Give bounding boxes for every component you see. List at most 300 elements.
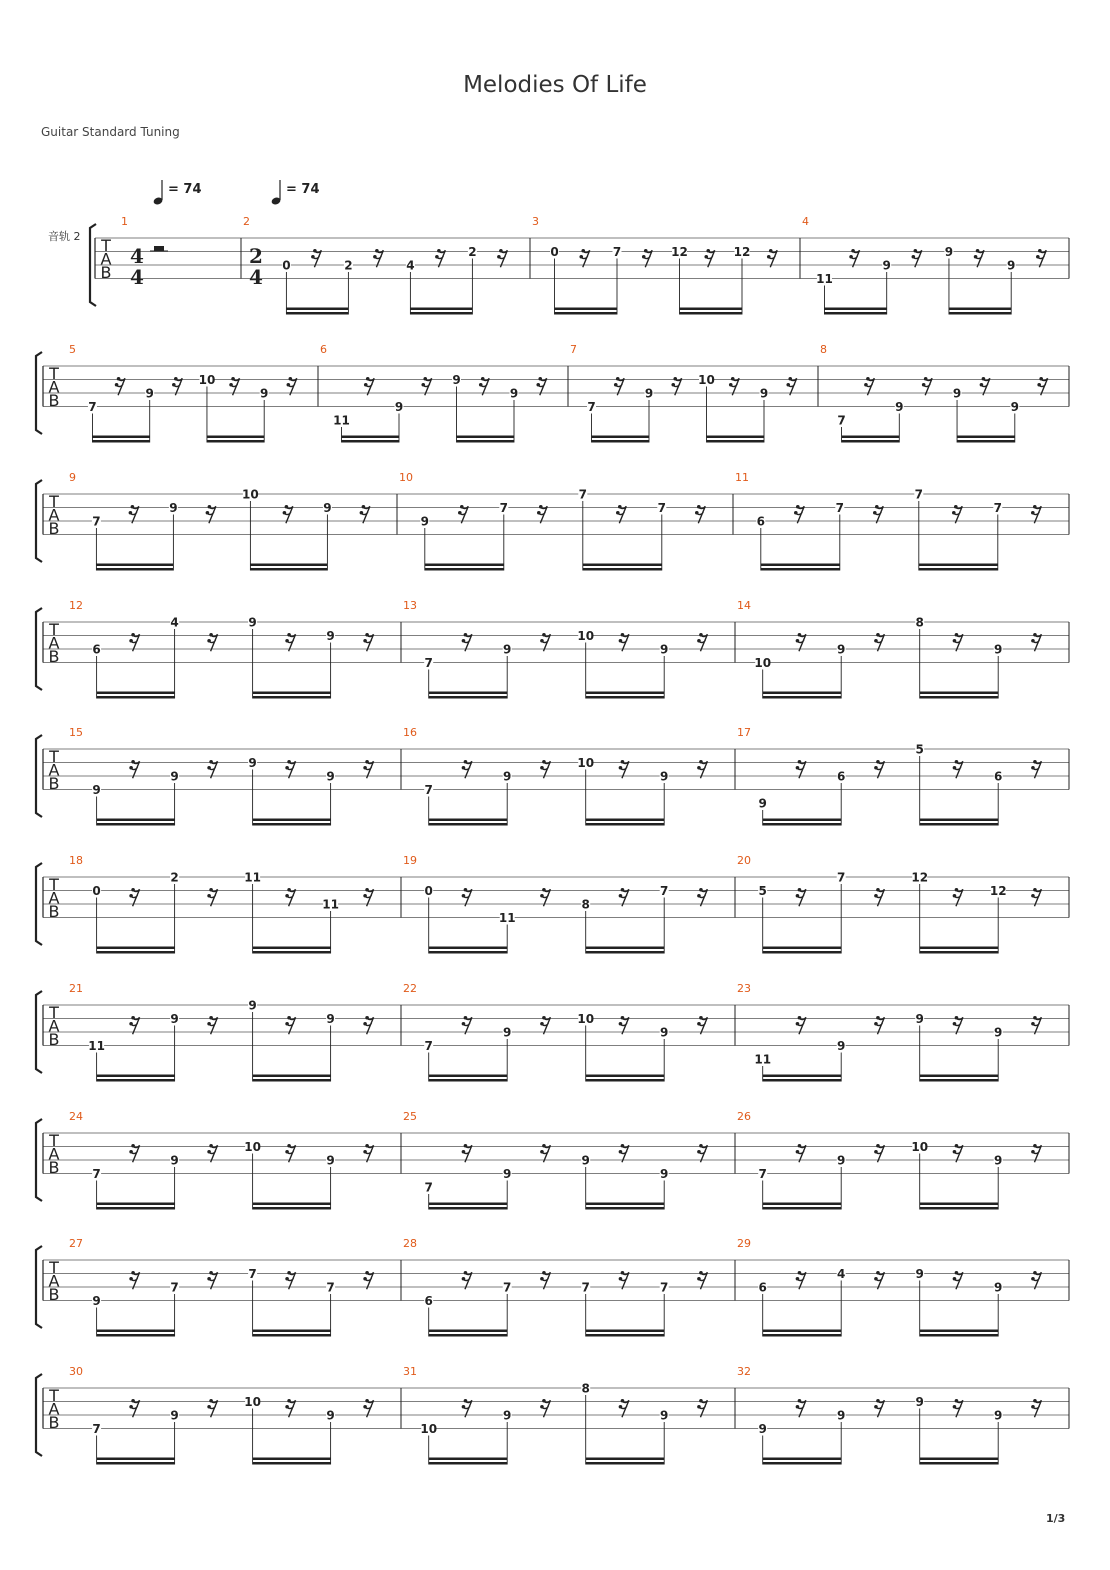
beam-secondary bbox=[824, 308, 886, 311]
beam-secondary bbox=[429, 1330, 508, 1333]
rest-dot bbox=[207, 1150, 211, 1154]
rest-dot bbox=[1033, 633, 1037, 637]
fret-number: 9 bbox=[326, 1408, 335, 1423]
rest-dot bbox=[285, 766, 289, 770]
rest-dot bbox=[697, 639, 701, 643]
system-bracket bbox=[36, 480, 42, 562]
fret-number: 12 bbox=[733, 245, 751, 259]
tab-clef-letter: A bbox=[48, 1144, 60, 1164]
rest-dot bbox=[796, 639, 800, 643]
beam-secondary bbox=[586, 1075, 665, 1078]
fret-number: 9 bbox=[326, 629, 335, 643]
rest-dot bbox=[131, 1016, 135, 1020]
beam-secondary bbox=[920, 692, 999, 695]
rest-dot bbox=[1038, 249, 1042, 253]
rest-dot bbox=[581, 249, 585, 253]
fret-number: 8 bbox=[581, 897, 590, 912]
beam-secondary bbox=[949, 308, 1011, 311]
beam-primary bbox=[957, 440, 1015, 443]
fret-number: 10 bbox=[698, 373, 715, 387]
measure-number: 26 bbox=[737, 1110, 751, 1123]
fret-number: 10 bbox=[577, 629, 595, 643]
rest-dot bbox=[287, 1144, 291, 1148]
beam-primary bbox=[919, 568, 998, 571]
rest-dot bbox=[129, 639, 133, 643]
rest-dot bbox=[172, 383, 176, 387]
rest-dot bbox=[980, 383, 984, 387]
rest-dot bbox=[621, 1399, 625, 1403]
measure-number: 12 bbox=[69, 599, 83, 612]
beam-secondary bbox=[586, 947, 665, 950]
rest-dot bbox=[697, 894, 701, 898]
rest-dot bbox=[952, 511, 956, 515]
rest-dot bbox=[1031, 766, 1035, 770]
rest-dot bbox=[1031, 894, 1035, 898]
fret-number: 7 bbox=[660, 884, 669, 898]
rest-dot bbox=[207, 894, 211, 898]
rest-dot bbox=[619, 766, 623, 770]
fret-number: 9 bbox=[837, 1039, 846, 1053]
rest-dot bbox=[365, 760, 369, 764]
staff-system bbox=[36, 1110, 1069, 1210]
beam-secondary bbox=[555, 308, 618, 311]
beam-secondary bbox=[425, 564, 504, 567]
rest-dot bbox=[363, 894, 367, 898]
tab-clef-letter: B bbox=[48, 1413, 60, 1432]
beam-primary bbox=[586, 951, 665, 954]
rest-dot bbox=[874, 639, 878, 643]
beam-primary bbox=[763, 1079, 842, 1082]
rest-dot bbox=[621, 1016, 625, 1020]
rest-dot bbox=[876, 1016, 880, 1020]
fret-number: 4 bbox=[406, 258, 415, 273]
time-signature-bottom: 4 bbox=[249, 265, 263, 289]
rest-dot bbox=[287, 383, 291, 387]
beam-secondary bbox=[842, 436, 900, 439]
rest-dot bbox=[955, 760, 959, 764]
fret-number: 9 bbox=[503, 1408, 512, 1423]
page-number: 1/3 bbox=[1046, 1512, 1066, 1525]
fret-number: 11 bbox=[754, 1052, 772, 1067]
system-bracket bbox=[36, 352, 42, 434]
beam-primary bbox=[253, 1334, 331, 1337]
rest-dot bbox=[481, 377, 485, 381]
tab-clef-letter: A bbox=[48, 1271, 60, 1291]
fret-number: 0 bbox=[282, 258, 291, 273]
rest-dot bbox=[363, 766, 367, 770]
rest-dot bbox=[287, 1271, 291, 1275]
rest-dot bbox=[209, 1399, 213, 1403]
rest-dot bbox=[460, 505, 464, 509]
beam-secondary bbox=[586, 692, 665, 695]
rest-dot bbox=[695, 511, 699, 515]
fret-number: 9 bbox=[660, 1025, 669, 1040]
rest-dot bbox=[954, 505, 958, 509]
half-rest bbox=[154, 246, 164, 251]
tab-clef-letter: A bbox=[48, 1016, 60, 1036]
rest-dot bbox=[462, 1405, 466, 1409]
rest-dot bbox=[462, 1022, 466, 1026]
beam-primary bbox=[555, 312, 618, 315]
rest-dot bbox=[464, 633, 468, 637]
rest-dot bbox=[769, 249, 773, 253]
rest-dot bbox=[538, 377, 542, 381]
rest-dot bbox=[974, 255, 978, 259]
rest-dot bbox=[129, 511, 133, 515]
beam-primary bbox=[763, 696, 842, 699]
rest-dot bbox=[796, 1277, 800, 1281]
rest-dot bbox=[1039, 377, 1043, 381]
rest-dot bbox=[285, 894, 289, 898]
measure-number: 9 bbox=[69, 471, 76, 484]
rest-dot bbox=[614, 383, 618, 387]
fret-number: 7 bbox=[326, 1280, 335, 1295]
fret-number: 9 bbox=[759, 386, 769, 401]
beam-primary bbox=[429, 951, 508, 954]
beam-primary bbox=[97, 696, 175, 699]
rest-dot bbox=[285, 1150, 289, 1154]
tab-clef-letter: T bbox=[49, 620, 59, 639]
fret-number: 7 bbox=[92, 514, 101, 529]
rest-dot bbox=[953, 1277, 957, 1281]
rest-dot bbox=[365, 633, 369, 637]
rest-dot bbox=[706, 249, 710, 253]
beam-secondary bbox=[253, 947, 331, 950]
fret-number: 7 bbox=[424, 783, 433, 797]
tab-clef-letter: B bbox=[48, 1030, 60, 1049]
rest-dot bbox=[537, 511, 541, 515]
rest-dot bbox=[642, 255, 646, 259]
fret-number: 9 bbox=[326, 1153, 335, 1168]
tab-clef-letter: T bbox=[101, 236, 111, 255]
rest-dot bbox=[363, 1150, 367, 1154]
beam-primary bbox=[97, 1462, 175, 1465]
fret-number: 7 bbox=[612, 245, 622, 259]
rest-dot bbox=[798, 760, 802, 764]
fret-number: 8 bbox=[915, 615, 924, 630]
fret-number: 7 bbox=[837, 413, 846, 428]
beam-primary bbox=[253, 951, 331, 954]
fret-number: 9 bbox=[170, 1153, 179, 1168]
fret-number: 7 bbox=[835, 501, 844, 515]
beam-primary bbox=[707, 440, 765, 443]
measure-number: 25 bbox=[403, 1110, 417, 1123]
fret-number: 7 bbox=[993, 501, 1002, 515]
beam-primary bbox=[253, 1462, 331, 1465]
measure-number: 30 bbox=[69, 1365, 83, 1378]
rest-dot bbox=[1031, 639, 1035, 643]
rest-dot bbox=[912, 255, 916, 259]
staff-system bbox=[36, 1365, 1069, 1465]
rest-dot bbox=[542, 1016, 546, 1020]
rest-dot bbox=[671, 383, 675, 387]
rest-dot bbox=[1031, 1277, 1035, 1281]
rest-dot bbox=[798, 1016, 802, 1020]
rest-dot bbox=[619, 894, 623, 898]
beam-secondary bbox=[761, 564, 840, 567]
system-bracket bbox=[36, 863, 42, 945]
rest-dot bbox=[1031, 511, 1035, 515]
beam-primary bbox=[286, 312, 348, 315]
rest-dot bbox=[874, 1150, 878, 1154]
fret-number: 7 bbox=[248, 1267, 257, 1281]
rest-dot bbox=[131, 888, 135, 892]
beam-secondary bbox=[429, 947, 508, 950]
rest-dot bbox=[1031, 1022, 1035, 1026]
rest-dot bbox=[129, 1405, 133, 1409]
beam-secondary bbox=[429, 819, 508, 822]
system-bracket bbox=[36, 991, 42, 1073]
rest-dot bbox=[131, 760, 135, 764]
beam-primary bbox=[920, 696, 999, 699]
rest-dot bbox=[365, 1271, 369, 1275]
fret-number: 11 bbox=[322, 897, 339, 912]
rest-dot bbox=[540, 1277, 544, 1281]
rest-dot bbox=[464, 1144, 468, 1148]
rest-dot bbox=[1037, 383, 1041, 387]
beam-secondary bbox=[763, 692, 842, 695]
beam-primary bbox=[842, 440, 900, 443]
rest-dot bbox=[363, 1277, 367, 1281]
rest-dot bbox=[231, 377, 235, 381]
rest-dot bbox=[794, 511, 798, 515]
measure-number: 14 bbox=[737, 599, 751, 612]
rest-dot bbox=[621, 1144, 625, 1148]
rest-dot bbox=[285, 1277, 289, 1281]
fret-number: 9 bbox=[452, 373, 461, 387]
beam-secondary bbox=[253, 1458, 331, 1461]
beam-primary bbox=[97, 1207, 175, 1210]
fret-number: 9 bbox=[837, 642, 846, 657]
rest-dot bbox=[360, 511, 364, 515]
fret-number: 10 bbox=[420, 1422, 438, 1436]
fret-number: 4 bbox=[837, 1267, 846, 1281]
rest-dot bbox=[209, 1144, 213, 1148]
rest-dot bbox=[363, 1022, 367, 1026]
beam-primary bbox=[763, 823, 842, 826]
measure-number: 24 bbox=[69, 1110, 83, 1123]
beam-secondary bbox=[680, 308, 743, 311]
rest-dot bbox=[131, 1399, 135, 1403]
fret-number: 9 bbox=[326, 769, 335, 784]
rest-dot bbox=[1036, 255, 1040, 259]
rest-dot bbox=[1033, 1016, 1037, 1020]
track-label: 音轨 2 bbox=[48, 230, 81, 243]
beam-primary bbox=[824, 312, 886, 315]
rest-dot bbox=[131, 1144, 135, 1148]
rest-dot bbox=[540, 894, 544, 898]
beam-primary bbox=[586, 1079, 665, 1082]
rest-dot bbox=[287, 760, 291, 764]
fret-number: 7 bbox=[581, 1280, 590, 1295]
fret-number: 7 bbox=[578, 487, 587, 502]
beam-secondary bbox=[920, 1330, 999, 1333]
fret-number: 7 bbox=[657, 501, 666, 515]
beam-secondary bbox=[429, 1203, 508, 1206]
rest-dot bbox=[697, 1150, 701, 1154]
rest-dot bbox=[209, 888, 213, 892]
rest-dot bbox=[421, 383, 425, 387]
beam-primary bbox=[429, 1334, 508, 1337]
beam-primary bbox=[920, 1334, 999, 1337]
rest-dot bbox=[207, 639, 211, 643]
rest-dot bbox=[464, 760, 468, 764]
fret-number: 5 bbox=[915, 742, 924, 757]
fret-number: 9 bbox=[758, 796, 767, 811]
fret-number: 9 bbox=[248, 615, 257, 630]
rest-dot bbox=[876, 760, 880, 764]
beam-primary bbox=[250, 568, 327, 571]
fret-number: 9 bbox=[915, 1012, 924, 1026]
fret-number: 10 bbox=[244, 1395, 261, 1409]
time-signature-top: 4 bbox=[130, 244, 144, 268]
beam-primary bbox=[763, 1334, 842, 1337]
time-signature-top: 2 bbox=[249, 244, 263, 268]
rest-dot bbox=[363, 1405, 367, 1409]
rest-dot bbox=[129, 1277, 133, 1281]
fret-number: 9 bbox=[944, 245, 954, 259]
fret-number: 9 bbox=[170, 769, 179, 784]
rest-dot bbox=[874, 894, 878, 898]
beam-primary bbox=[586, 1207, 665, 1210]
rest-dot bbox=[131, 505, 135, 509]
rest-dot bbox=[129, 1150, 133, 1154]
rest-dot bbox=[458, 511, 462, 515]
fret-number: 7 bbox=[499, 501, 508, 515]
rest-dot bbox=[462, 766, 466, 770]
measure-number: 15 bbox=[69, 726, 83, 739]
fret-number: 6 bbox=[994, 769, 1003, 784]
rest-dot bbox=[767, 255, 771, 259]
rest-dot bbox=[285, 505, 289, 509]
rest-dot bbox=[229, 383, 233, 387]
tab-clef-letter: B bbox=[48, 391, 60, 410]
rest-dot bbox=[876, 888, 880, 892]
rest-dot bbox=[209, 760, 213, 764]
rest-dot bbox=[798, 633, 802, 637]
fret-number: 9 bbox=[503, 1025, 512, 1040]
fret-number: 10 bbox=[911, 1140, 929, 1154]
rest-dot bbox=[953, 1022, 957, 1026]
tab-clef-letter: B bbox=[48, 1158, 60, 1177]
beam-primary bbox=[592, 440, 650, 443]
fret-number: 9 bbox=[882, 258, 891, 273]
rest-dot bbox=[875, 505, 879, 509]
beam-primary bbox=[586, 1334, 665, 1337]
rest-dot bbox=[209, 1016, 213, 1020]
rest-dot bbox=[955, 1399, 959, 1403]
rest-dot bbox=[1033, 1271, 1037, 1275]
measure-number: 11 bbox=[735, 471, 749, 484]
fret-number: 7 bbox=[914, 487, 923, 502]
rest-dot bbox=[287, 1399, 291, 1403]
rest-dot bbox=[462, 894, 466, 898]
beam-secondary bbox=[957, 436, 1015, 439]
tab-clef-letter: T bbox=[49, 492, 59, 511]
fret-number: 9 bbox=[260, 386, 269, 401]
rest-dot bbox=[209, 633, 213, 637]
beam-primary bbox=[207, 440, 264, 443]
measure-number: 7 bbox=[570, 343, 577, 356]
rest-dot bbox=[616, 511, 620, 515]
beam-primary bbox=[92, 440, 149, 443]
beam-secondary bbox=[763, 819, 842, 822]
beam-primary bbox=[253, 696, 331, 699]
rest-dot bbox=[311, 255, 315, 259]
rest-dot bbox=[207, 1405, 211, 1409]
fret-number: 12 bbox=[911, 870, 929, 885]
measure-number: 2 bbox=[243, 215, 250, 228]
rest-dot bbox=[365, 1399, 369, 1403]
rest-dot bbox=[1033, 505, 1037, 509]
fret-number: 8 bbox=[581, 1381, 590, 1396]
tab-clef-letter: T bbox=[49, 1386, 59, 1405]
fret-number: 9 bbox=[915, 1395, 924, 1409]
tab-clef-letter: T bbox=[49, 875, 59, 894]
fret-number: 10 bbox=[577, 1012, 595, 1026]
fret-number: 11 bbox=[816, 272, 833, 286]
fret-number: 7 bbox=[758, 1167, 767, 1181]
rest-dot bbox=[699, 1271, 703, 1275]
rest-dot bbox=[876, 1271, 880, 1275]
measure-number: 29 bbox=[737, 1237, 751, 1250]
beam-primary bbox=[253, 823, 331, 826]
measure-number: 17 bbox=[737, 726, 751, 739]
rest-dot bbox=[542, 1144, 546, 1148]
measure-number: 13 bbox=[403, 599, 417, 612]
rest-dot bbox=[285, 639, 289, 643]
fret-number: 9 bbox=[169, 501, 178, 515]
rest-dot bbox=[207, 1277, 211, 1281]
fret-number: 9 bbox=[660, 769, 669, 784]
rest-dot bbox=[619, 639, 623, 643]
rest-dot bbox=[540, 639, 544, 643]
rest-dot bbox=[619, 1150, 623, 1154]
beam-secondary bbox=[586, 1330, 665, 1333]
fret-number: 9 bbox=[660, 1408, 669, 1423]
staff-system bbox=[48, 180, 1069, 315]
fret-number: 0 bbox=[550, 245, 559, 259]
beam-secondary bbox=[253, 1075, 331, 1078]
rest-dot bbox=[536, 383, 540, 387]
beam-primary bbox=[586, 823, 665, 826]
fret-number: 7 bbox=[92, 1422, 101, 1436]
rest-dot bbox=[579, 255, 583, 259]
tab-clef-letter: A bbox=[48, 377, 60, 397]
rest-dot bbox=[283, 511, 287, 515]
fret-number: 7 bbox=[170, 1280, 179, 1295]
beam-secondary bbox=[253, 692, 331, 695]
rest-dot bbox=[796, 766, 800, 770]
rest-dot bbox=[462, 1150, 466, 1154]
beam-primary bbox=[586, 696, 665, 699]
fret-number: 7 bbox=[660, 1280, 669, 1295]
beam-secondary bbox=[583, 564, 662, 567]
rest-dot bbox=[621, 888, 625, 892]
rest-dot bbox=[365, 888, 369, 892]
fret-number: 2 bbox=[344, 258, 353, 273]
fret-number: 7 bbox=[92, 1167, 101, 1181]
beam-secondary bbox=[429, 692, 508, 695]
rest-dot bbox=[287, 633, 291, 637]
system-bracket bbox=[36, 608, 42, 690]
fret-number: 10 bbox=[577, 756, 595, 770]
rest-dot bbox=[464, 1016, 468, 1020]
fret-number: 9 bbox=[170, 1012, 179, 1026]
beam-secondary bbox=[253, 1330, 331, 1333]
rest-dot bbox=[953, 766, 957, 770]
fret-number: 9 bbox=[994, 642, 1003, 657]
